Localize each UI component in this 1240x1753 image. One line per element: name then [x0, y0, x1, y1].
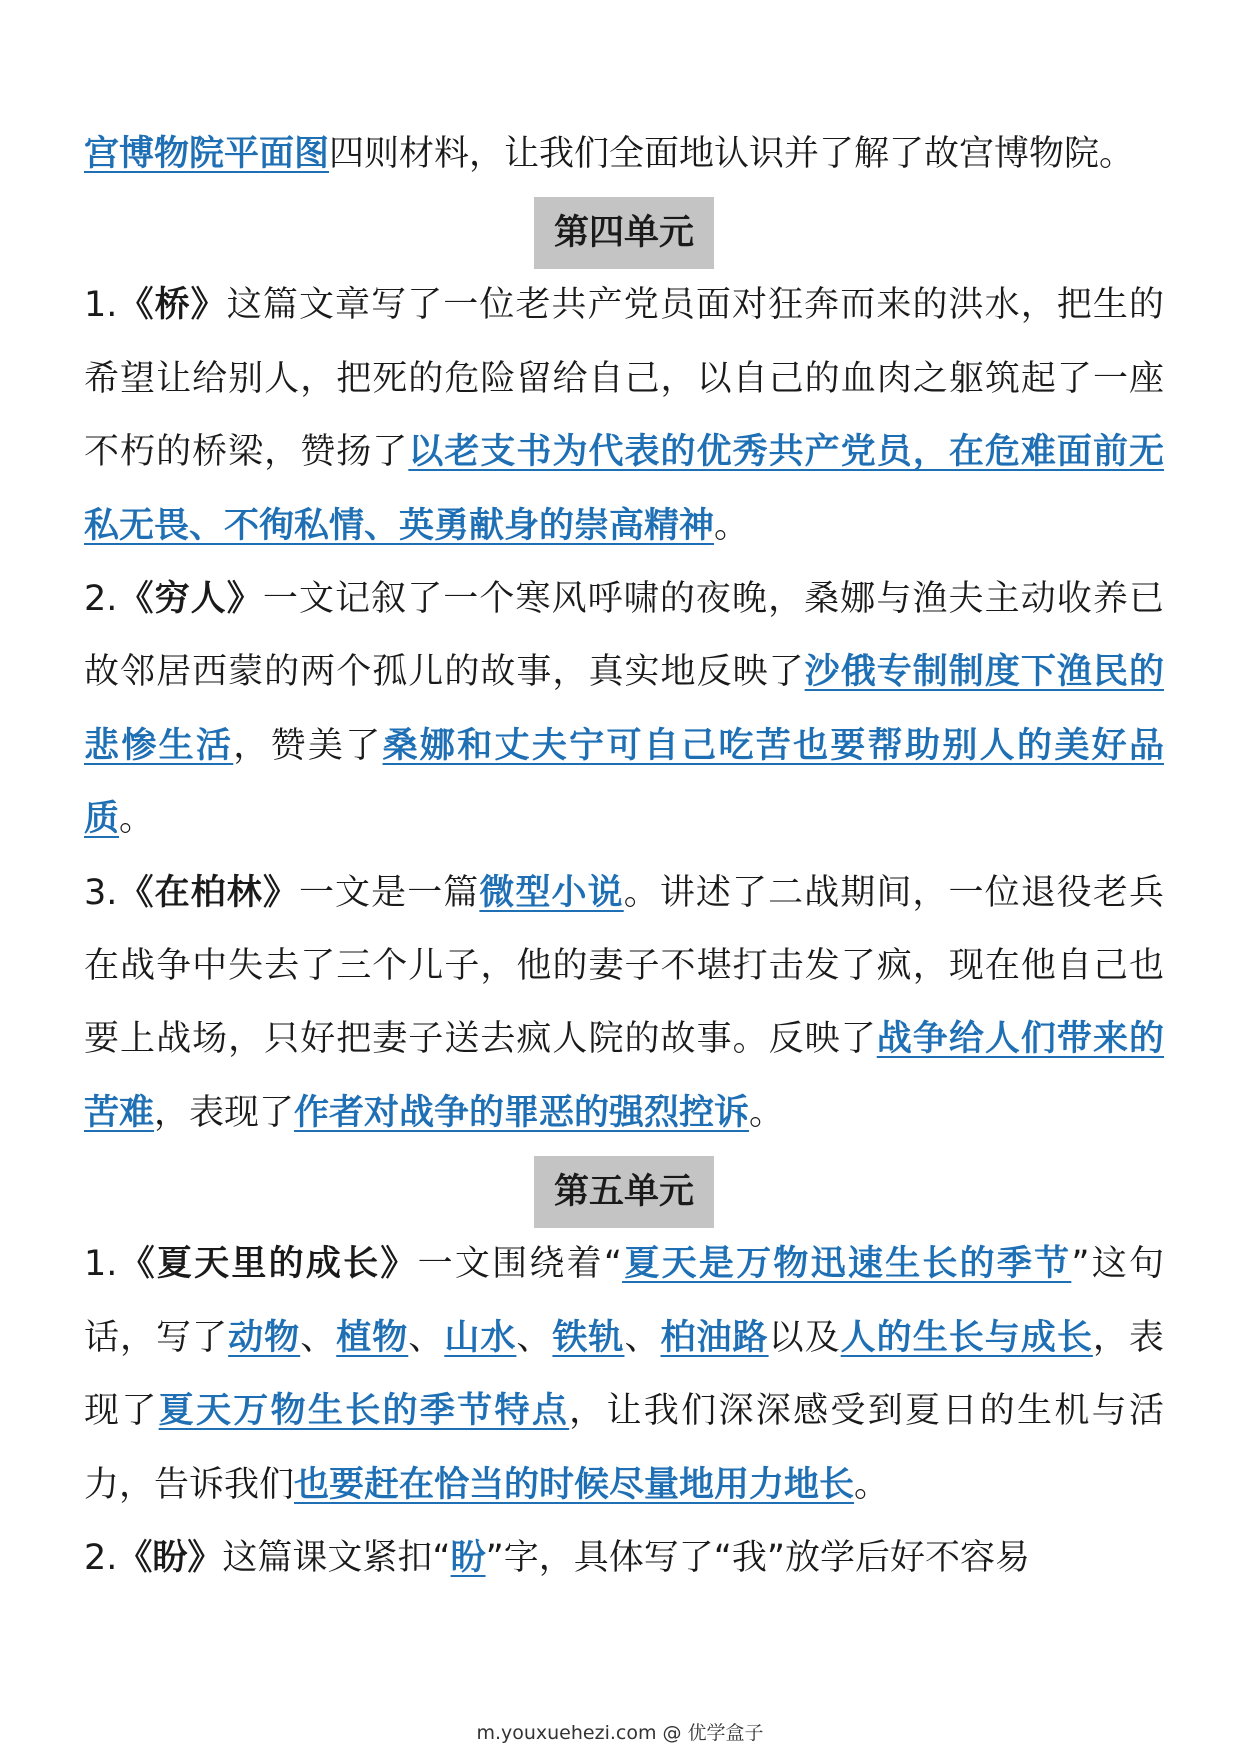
highlight-answer: 植物	[336, 1317, 409, 1358]
unit4-item-1: 1.《桥》这篇文章写了一位老共产党员面对狂奔而来的洪水，把生的希望让给别人，把死的危险留给自己，以自己的血肉之躯筑起了一座不朽的桥梁，赞扬了以老支书为代表的优秀共产党员，在危难面前无私无畏、不徇私情、英勇献身的崇高精神。	[84, 285, 1164, 546]
highlight-answer: 宫博物院平面图	[84, 134, 330, 174]
unit5-item-2: 2.《盼》这篇课文紧扣“盼”字，具体写了“我”放学后好不容易	[84, 1537, 1030, 1578]
highlight-answer: 夏天是万物迅速生长的季节	[622, 1244, 1072, 1285]
intro-paragraph: 宫博物院平面图四则材料，让我们全面地认识并了解了故宫博物院。	[84, 134, 1135, 174]
book-title: 《穷人》	[117, 579, 263, 620]
highlight-answer: 动物	[228, 1317, 301, 1358]
book-title: 《盼》	[117, 1537, 223, 1578]
book-title: 《桥》	[117, 285, 227, 326]
highlight-answer: 人的生长与成长	[840, 1317, 1093, 1358]
highlight-answer: 也要赶在恰当的时候尽量地用力地长	[294, 1464, 855, 1505]
highlight-answer: 作者对战争的罪恶的强烈控诉	[294, 1092, 750, 1133]
highlight-answer: 桑娜和丈夫宁可自己吃苦也要帮助别人的美好品质	[84, 725, 1164, 840]
unit-5-heading-wrap	[84, 1156, 1164, 1228]
highlight-answer: 柏油路	[660, 1317, 769, 1358]
unit-4-heading-wrap	[84, 197, 1164, 269]
highlight-answer: 微型小说	[479, 872, 624, 913]
highlight-answer: 沙俄专制制度下渔民的悲惨生活	[84, 652, 1164, 766]
unit5-item-1: 1.《夏天里的成长》一文围绕着“夏天是万物迅速生长的季节”这句话，写了动物、植物、山水、铁轨、柏油路以及人的生长与成长，表现了夏天万物生长的季节特点，让我们深深感受到夏日的生机与活力，告诉我们也要赶在恰当的时候尽量地用力地长。	[84, 1244, 1164, 1505]
highlight-answer: 夏天万物生长的季节特点	[158, 1391, 570, 1432]
highlight-answer: 战争给人们带来的苦难	[84, 1019, 1164, 1133]
highlight-answer: 山水	[444, 1317, 517, 1358]
highlight-answer: 铁轨	[552, 1317, 625, 1358]
unit4-item-2: 2.《穷人》一文记叙了一个寒风呼啸的夜晚，桑娜与渔夫主动收养已故邻居西蒙的两个孤儿的故事，真实地反映了沙俄专制制度下渔民的悲惨生活，赞美了桑娜和丈夫宁可自己吃苦也要帮助别人的美好品质。	[84, 579, 1164, 840]
book-title: 《夏天里的成长》	[117, 1244, 418, 1285]
book-title: 《在柏林》	[117, 872, 299, 913]
unit-4-heading: 第四单元	[534, 197, 714, 269]
highlight-answer: 盼	[450, 1537, 486, 1578]
unit-5-heading: 第五单元	[534, 1156, 714, 1228]
document-page	[84, 118, 1164, 1595]
unit4-item-3: 3.《在柏林》一文是一篇微型小说。讲述了二战期间，一位退役老兵在战争中失去了三个儿子，他的妻子不堪打击发了疯，现在他自己也要上战场，只好把妻子送去疯人院的故事。反映了战争给人们带来的苦难，表现了作者对战争的罪恶的强烈控诉。	[84, 872, 1164, 1133]
highlight-answer: 以老支书为代表的优秀共产党员，在危难面前无私无畏、不徇私情、英勇献身的崇高精神	[84, 432, 1164, 546]
page-footer: m.youxuehezi.com @ 优学盒子	[476, 1722, 764, 1744]
